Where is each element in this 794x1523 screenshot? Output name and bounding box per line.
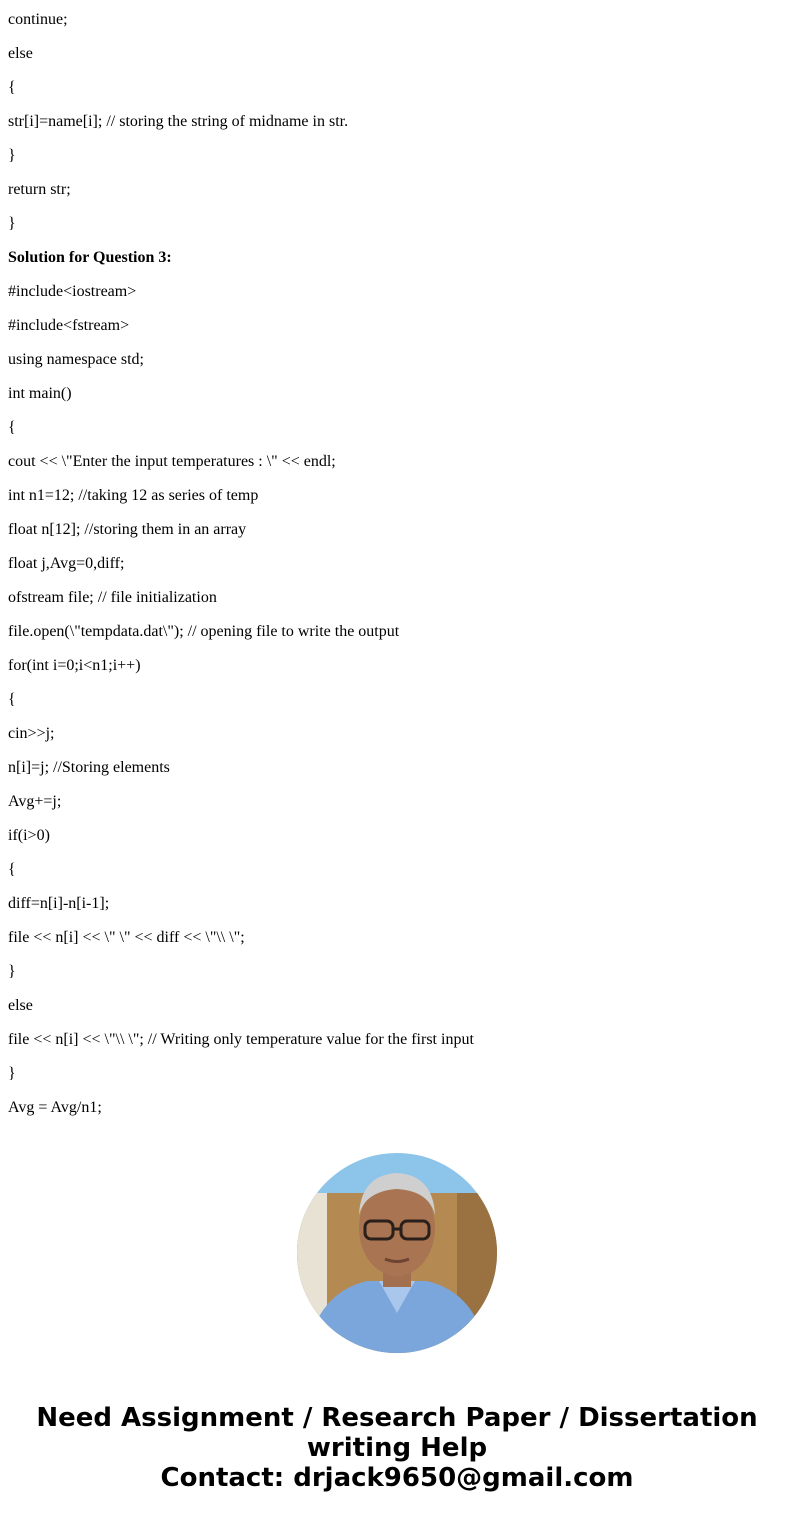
code-line: using namespace std; [8,351,144,368]
code-line: diff=n[i]-n[i-1]; [8,895,110,912]
code-line: str[i]=name[i]; // storing the string of midname in str. [8,113,349,130]
code-line: int main() [8,385,72,402]
code-line: for(int i=0;i<n1;i++) [8,657,141,674]
promo-line-1: Need Assignment / Research Paper / Dissertation [36,1403,758,1433]
code-line: { [8,691,16,708]
code-line: return str; [8,181,71,198]
code-listing [8,0,788,1122]
code-line: cout << \"Enter the input temperatures : \" << endl; [8,453,336,470]
promo-line-2: writing Help [306,1433,488,1463]
code-line: file << n[i] << \" \" << diff << \"\\ \"; [8,929,245,946]
code-line: { [8,861,16,878]
code-line: cin>>j; [8,725,55,742]
author-avatar [297,1153,497,1353]
code-line: else [8,997,33,1014]
code-line: file.open(\"tempdata.dat\"); // opening file to write the output [8,623,400,640]
code-line: n[i]=j; //Storing elements [8,759,170,776]
code-line: file << n[i] << \"\\ \"; // Writing only temperature value for the first input [8,1031,474,1048]
code-line: ofstream file; // file initialization [8,589,217,606]
code-line: } [8,147,16,164]
section-heading: Solution for Question 3: [8,249,172,266]
code-line: else [8,45,33,62]
code-line: continue; [8,11,68,28]
code-line: #include<fstream> [8,317,130,334]
code-line: int n1=12; //taking 12 as series of temp [8,487,259,504]
promo-contact: Contact: drjack9650@gmail.com [160,1463,634,1493]
code-line: #include<iostream> [8,283,137,300]
code-line: Avg = Avg/n1; [8,1099,102,1116]
code-line: Avg+=j; [8,793,62,810]
code-line: { [8,79,16,96]
code-line: } [8,1065,16,1082]
code-line: if(i>0) [8,827,50,844]
promo-banner [0,1403,794,1493]
code-line: float n[12]; //storing them in an array [8,521,247,538]
code-line: } [8,963,16,980]
code-line: { [8,419,16,436]
avatar-portrait-image [297,1153,497,1353]
code-line: } [8,215,16,232]
code-line: float j,Avg=0,diff; [8,555,125,572]
